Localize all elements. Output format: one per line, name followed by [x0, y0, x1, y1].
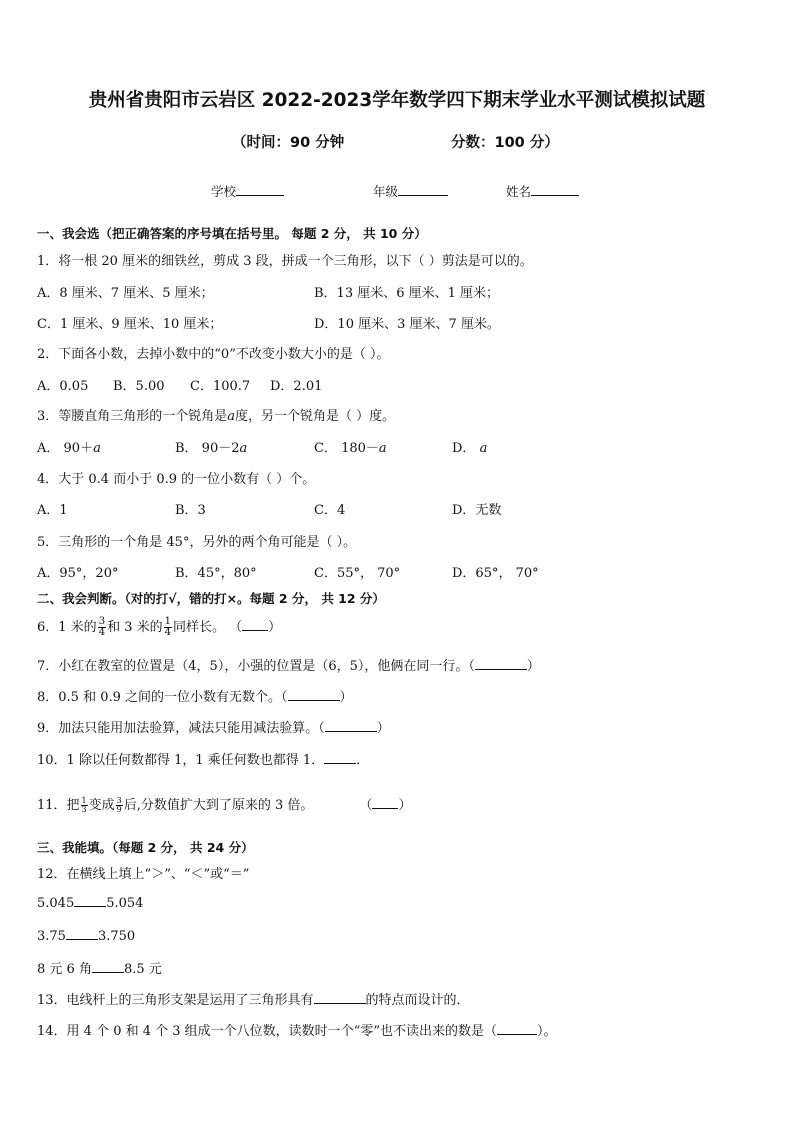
- q3-stem-pre: 3．等腰直角三角形的一个锐角是: [37, 409, 228, 424]
- q3-stem-var: a: [227, 409, 236, 424]
- q11-line: [37, 794, 411, 814]
- q5-option-b[interactable]: B．45°，80°: [175, 566, 257, 581]
- q6-f1-num: 3: [98, 616, 106, 627]
- q8-text: 8．0.5 和 0.9 之间的一位小数有无数个。（: [37, 690, 288, 705]
- q13-answer-blank[interactable]: [314, 991, 366, 1004]
- q2-option-a[interactable]: A．0.05: [37, 379, 89, 394]
- q1-option-b[interactable]: B．13 厘米、6 厘米、1 厘米；: [314, 286, 500, 301]
- q14-post: ）。: [536, 1024, 557, 1039]
- q4-option-c[interactable]: C．4: [314, 503, 346, 518]
- q6-answer-blank[interactable]: [242, 618, 268, 631]
- q12-row-2: [37, 927, 135, 944]
- q11-answer-blank[interactable]: [372, 796, 398, 809]
- q6-f1-den: 4: [98, 627, 106, 638]
- q12-row-3: [37, 958, 162, 977]
- q11-fraction-2: [116, 797, 123, 814]
- q1-option-c[interactable]: C．1 厘米、9 厘米、10 厘米；: [37, 317, 223, 332]
- q7-close: ）: [526, 659, 540, 674]
- q6-fraction-2: [164, 617, 172, 638]
- q12-r3-right: 8.5 元: [123, 962, 162, 977]
- q5-option-d[interactable]: D．65°， 70°: [452, 566, 539, 581]
- q9-answer-blank[interactable]: [325, 719, 377, 732]
- q3-option-d-text: D．: [452, 441, 480, 456]
- q11-mid: 变成: [88, 798, 115, 813]
- school-field: [211, 182, 284, 200]
- q11-post: 后,分数值扩大到了原来的 3 倍。: [123, 798, 314, 813]
- q10-line: [37, 749, 369, 768]
- q3-option-c-text: C． 180－: [314, 441, 379, 456]
- page-title: 贵州省贵阳市云岩区 2022-2023学年数学四下期末学业水平测试模拟试题: [88, 90, 706, 111]
- q11-open: （: [359, 798, 373, 813]
- grade-label: 年级: [373, 184, 399, 199]
- school-blank[interactable]: [236, 183, 284, 196]
- q12-r1-left: 5.045: [37, 896, 75, 911]
- q3-option-b-var: a: [239, 441, 248, 456]
- q7-text: 7．小红在教室的位置是（4，5），小强的位置是（6，5），他俩在同一行。（: [37, 659, 475, 674]
- q12-r2-left: 3.75: [37, 929, 66, 944]
- q12-stem: 12．在横线上填上“＞”、“＜”或“＝”: [37, 867, 250, 882]
- q11-f2-num: 3: [116, 796, 122, 805]
- q5-option-a[interactable]: A．95°，20°: [37, 566, 119, 581]
- q10-close: ．: [356, 753, 370, 768]
- name-blank[interactable]: [531, 183, 579, 196]
- q4-option-a[interactable]: A．1: [37, 503, 68, 518]
- q6-close: ）: [268, 620, 282, 635]
- q7-answer-blank[interactable]: [475, 657, 527, 670]
- q7-line: [37, 655, 540, 674]
- q14-pre: 14．用 4 个 0 和 4 个 3 组成一个八位数，读数时一个“零”也不读出来的数是（: [37, 1024, 497, 1039]
- q3-stem-post: 度，另一个锐角是（ ）度。: [235, 409, 396, 424]
- q2-stem: 2．下面各小数，去掉小数中的“0”不改变小数大小的是（ ）。: [37, 347, 390, 362]
- q12-r1-blank[interactable]: [74, 894, 106, 907]
- q6-f2-den: 4: [164, 627, 171, 638]
- q11-pre: 11．把: [37, 798, 80, 813]
- q6-line: [37, 616, 281, 638]
- q8-answer-blank[interactable]: [288, 688, 340, 701]
- q11-close: ）: [398, 798, 412, 813]
- q3-option-d[interactable]: [452, 437, 487, 456]
- q14-line: [37, 1020, 557, 1039]
- q3-stem: [37, 405, 395, 424]
- q6-fraction-1: [98, 617, 106, 638]
- q6-mid: 和 3 米的: [107, 620, 163, 635]
- q3-option-a-text: A． 90＋: [37, 441, 94, 456]
- q11-fraction-1: [81, 797, 88, 814]
- q1-option-a[interactable]: A．8 厘米、7 厘米、5 厘米；: [37, 286, 214, 301]
- q3-option-b[interactable]: [175, 437, 247, 456]
- time-label: （时间：90 分钟: [232, 135, 345, 151]
- q3-option-c[interactable]: [314, 437, 387, 456]
- q14-answer-blank[interactable]: [497, 1022, 537, 1035]
- q12-r1-right: 5.054: [106, 896, 144, 911]
- q11-f2-den: 9: [116, 805, 122, 814]
- q5-option-c[interactable]: C．55°， 70°: [314, 566, 401, 581]
- q9-line: [37, 717, 390, 736]
- section1-heading: 一、我会选（把正确答案的序号填在括号里。 每题 2 分， 共 10 分）: [37, 226, 427, 241]
- q10-text: 10．1 除以任何数都得 1，1 乘任何数也都得 1．: [37, 753, 325, 768]
- q2-option-d[interactable]: D．2.01: [270, 379, 323, 394]
- name-label: 姓名: [506, 184, 532, 199]
- q6-pre: 6．1 米的: [37, 620, 97, 635]
- q12-r2-blank[interactable]: [66, 927, 98, 940]
- q5-stem: 5．三角形的一个角是 45°，另外的两个角可能是（ ）。: [37, 535, 357, 550]
- q12-row-1: [37, 894, 143, 911]
- q6-post: 同样长。 （: [172, 620, 243, 635]
- section3-heading: 三、我能填。（每题 2 分， 共 24 分）: [37, 840, 254, 855]
- q11-f1-num: 1: [81, 796, 87, 805]
- q1-option-d[interactable]: D．10 厘米、3 厘米、7 厘米。: [314, 317, 500, 332]
- q1-stem: 1．将一根 20 厘米的细铁丝，剪成 3 段，拼成一个三角形，以下（ ）剪法是可以的。: [37, 254, 533, 269]
- q4-option-d[interactable]: D．无数: [452, 503, 502, 518]
- q11-f1-den: 3: [81, 805, 87, 814]
- grade-blank[interactable]: [398, 183, 448, 196]
- q3-option-b-text: B． 90－2: [175, 441, 240, 456]
- q4-stem: 4．大于 0.4 而小于 0.9 的一位小数有（ ）个。: [37, 472, 316, 487]
- q9-text: 9．加法只能用加法验算，减法只能用减法验算。（: [37, 721, 325, 736]
- q9-close: ）: [376, 721, 390, 736]
- q4-option-b[interactable]: B．3: [175, 503, 206, 518]
- q12-r3-blank[interactable]: [92, 960, 124, 973]
- q6-f2-num: 1: [164, 616, 171, 627]
- q13-pre: 13．电线杆上的三角形支架是运用了三角形具有: [37, 993, 314, 1008]
- name-field: [506, 182, 579, 200]
- q12-r3-left: 8 元 6 角: [37, 962, 92, 977]
- q3-option-d-var: a: [479, 441, 488, 456]
- q3-option-a-var: a: [93, 441, 101, 456]
- q2-option-b[interactable]: B．5.00: [113, 379, 165, 394]
- q3-option-a[interactable]: [37, 437, 101, 456]
- q13-post: 的特点而设计的．: [365, 993, 470, 1008]
- section2-heading: 二、我会判断。（对的打√，错的打×。每题 2 分， 共 12 分）: [37, 591, 385, 606]
- score-label: 分数：100 分）: [451, 135, 559, 151]
- q10-answer-blank[interactable]: [324, 751, 356, 764]
- q3-option-c-var: a: [378, 441, 387, 456]
- q13-line: [37, 989, 470, 1008]
- q8-line: [37, 686, 353, 705]
- school-label: 学校: [211, 184, 237, 199]
- grade-field: [373, 182, 448, 200]
- q8-close: ）: [339, 690, 353, 705]
- q2-option-c[interactable]: C．100.7: [190, 379, 251, 394]
- q12-r2-right: 3.750: [97, 929, 136, 944]
